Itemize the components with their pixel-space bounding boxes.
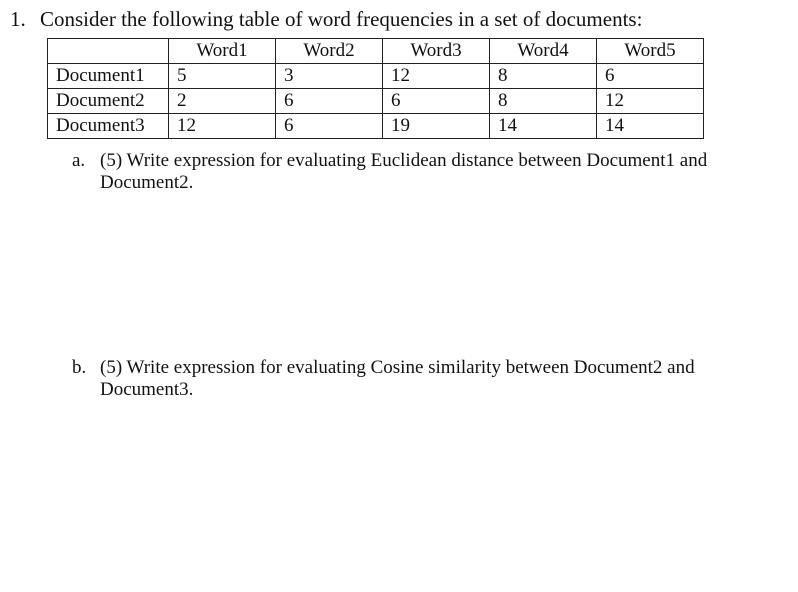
table-header-cell: Word5 [597,39,704,64]
part-text [100,357,750,401]
table-cell: 8 [490,64,597,89]
table-cell: 12 [597,89,704,114]
part-text-line: (5) Write expression for evaluating Cosine similarity between Document2 and [100,357,695,378]
table-header-row [48,39,704,64]
table-header-cell: Word3 [383,39,490,64]
table-header-cell: Word2 [276,39,383,64]
part-text-line: Document2. [100,172,194,193]
row-label: Document3 [48,114,169,139]
table-cell: 12 [383,64,490,89]
row-label: Document2 [48,89,169,114]
table-cell: 6 [276,89,383,114]
table-cell: 2 [169,89,276,114]
question-number: 1. [10,7,26,31]
table-header-cell: Word1 [169,39,276,64]
table-cell: 6 [383,89,490,114]
table-cell: 6 [276,114,383,139]
table-cell: 3 [276,64,383,89]
table-cell: 14 [490,114,597,139]
question-prompt: Consider the following table of word frequencies in a set of documents: [40,7,643,31]
table-cell: 12 [169,114,276,139]
table-row [48,64,704,89]
part-b [72,357,750,401]
table-row [48,114,704,139]
table-cell: 19 [383,114,490,139]
part-text-line: Document3. [100,379,194,400]
word-frequency-table [47,38,704,139]
table-cell: 5 [169,64,276,89]
part-letter: b. [72,357,87,378]
table-header-cell: Word4 [490,39,597,64]
row-label: Document1 [48,64,169,89]
table-header-cell [48,39,169,64]
table-cell: 8 [490,89,597,114]
table-cell: 6 [597,64,704,89]
question-heading [10,6,642,32]
part-text [100,150,750,194]
part-text-line: (5) Write expression for evaluating Euclidean distance between Document1 and [100,150,708,171]
table-cell: 14 [597,114,704,139]
part-a [72,150,750,194]
part-letter: a. [72,150,86,171]
table-row [48,89,704,114]
